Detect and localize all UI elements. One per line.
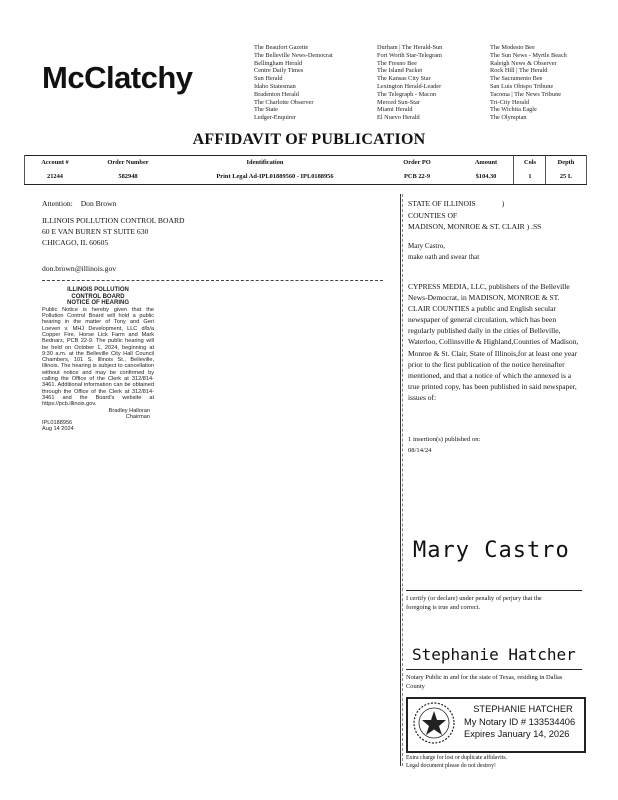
stamp-text bbox=[464, 703, 582, 741]
col-header-order-po: Order PO bbox=[403, 159, 431, 166]
newspaper-name: The State bbox=[254, 106, 278, 114]
newspaper-name: Tacoma | The News Tribune bbox=[490, 90, 562, 98]
newspaper-name: The Beaufort Gazette bbox=[254, 44, 309, 51]
newspaper-name: The Kansas City Star bbox=[377, 75, 431, 83]
footer-notes bbox=[406, 754, 507, 770]
newspaper-name: The Modesto Bee bbox=[490, 44, 535, 51]
stamp-id: My Notary ID # 133534406 bbox=[464, 716, 576, 727]
newspaper-name: The Wichita Eagle bbox=[490, 106, 537, 114]
notice-signer-title: Chairman bbox=[125, 413, 150, 420]
newspaper-name: Durham | The Herald-Sun bbox=[377, 44, 443, 51]
newspaper-name: The Belleville News-Democrat bbox=[254, 51, 333, 59]
stamp-expiry: Expires January 14, 2026 bbox=[464, 729, 570, 739]
newspaper-name: San Luis Obispo Tribune bbox=[490, 82, 554, 90]
notice-body: Public Notice is hereby given that the Pollution Control Board will hold a public hearing in the matter of Tony and Geri Loeven v. MHJ Development, LLC d/b/a Copper Fire, Horse Lick Farm and Mark Bednarz, PCB 22-9. The public hearing will be held on October 1, 2024, beginning at 9:30 a.m. at the Belleville City Hall Council Chambers, 101 S. Illinois St., Belleville, Illinois. The hearing is subject to cancellation without notice and may be confirmed by calling the Office of the Clerk at 312/814-3461. Additional information can be obtained through the Office of the Clerk at 312/814-3461 and the Board's website at https://pcb.illinois.gov. bbox=[42, 306, 154, 408]
newspaper-list-col2 bbox=[377, 44, 442, 122]
newspaper-name: Sun Herald bbox=[254, 75, 283, 83]
counties-names: MADISON, MONROE & ST. CLAIR ) .SS bbox=[408, 222, 542, 231]
signature-line bbox=[406, 590, 582, 591]
notary-seal-icon bbox=[412, 701, 456, 745]
newspaper-name: Fort Worth Star-Telegram bbox=[377, 51, 442, 59]
insertion-block bbox=[408, 434, 480, 456]
address-block bbox=[42, 215, 185, 248]
cell-cols: 1 bbox=[528, 173, 532, 180]
table-border-left bbox=[24, 155, 25, 184]
newspaper-name: The Telegraph - Macon bbox=[377, 90, 437, 98]
mcclatchy-logo: McClatchy bbox=[42, 60, 193, 95]
table-divider-depth bbox=[545, 155, 546, 184]
notice-separator bbox=[42, 280, 383, 281]
notice-ref: IPL0188956 bbox=[42, 420, 73, 427]
cell-depth: 25 L bbox=[559, 173, 573, 180]
newspaper-name: The Charlotte Observer bbox=[254, 98, 314, 106]
cell-order-po: PCB 22-9 bbox=[403, 173, 431, 180]
col-header-cols: Cols bbox=[523, 159, 537, 166]
cell-identification: Print Legal Ad-IPL01889560 - IPL0188956 bbox=[216, 173, 334, 180]
publication-date: 08/14/24 bbox=[408, 447, 432, 454]
newspaper-name: The Fresno Bee bbox=[377, 59, 417, 67]
col-header-order-number: Order Number bbox=[107, 159, 149, 166]
address-line: CHICAGO, IL 60605 bbox=[42, 238, 109, 247]
notary-text: Notary Public in and for the state of Texas, residing in Dallas County bbox=[406, 674, 563, 690]
newspaper-name: The Sacramento Bee bbox=[490, 75, 543, 83]
notice-heading-line: NOTICE OF HEARING bbox=[66, 300, 129, 307]
newspaper-name: Raleigh News & Observer bbox=[490, 59, 557, 67]
attention-line bbox=[42, 198, 116, 209]
affiant-name: Mary Castro, bbox=[408, 242, 445, 250]
table-bottom-rule bbox=[24, 184, 587, 185]
notice-heading-line: CONTROL BOARD bbox=[71, 293, 125, 300]
affiant-block bbox=[408, 241, 479, 263]
notice-heading-line: ILLINOIS POLLUTION bbox=[67, 287, 129, 293]
footer-line: Extra charge for lost or duplicate affidavits. bbox=[406, 755, 508, 761]
cell-amount: $104.30 bbox=[475, 173, 497, 180]
newspaper-name: Miami Herald bbox=[377, 106, 413, 114]
table-divider-cols bbox=[513, 155, 514, 184]
newspaper-name: Rock Hill | The Herald bbox=[490, 67, 548, 75]
notice-date: Aug 14 2024 bbox=[42, 426, 74, 433]
address-line: ILLINOIS POLLUTION CONTROL BOARD bbox=[42, 216, 185, 225]
center-divider bbox=[400, 194, 401, 766]
state-block bbox=[408, 198, 541, 233]
notary-signature-line bbox=[406, 669, 582, 670]
newspaper-list-col3 bbox=[490, 44, 567, 122]
insertions-line: 1 insertion(s) published on: bbox=[408, 436, 481, 443]
notice-signer: Bradley Halloran bbox=[108, 407, 150, 414]
newspaper-name: Lexington Herald-Leader bbox=[377, 82, 442, 90]
newspaper-name: Bradenton Herald bbox=[254, 90, 299, 98]
newspaper-name: Bellingham Herald bbox=[254, 59, 303, 67]
newspaper-name: Idaho Statesman bbox=[254, 82, 296, 90]
newspaper-name: Centre Daily Times bbox=[254, 67, 304, 75]
table-top-rule bbox=[24, 155, 587, 156]
newspaper-name: Tri-City Herald bbox=[490, 98, 530, 106]
newspaper-name: El Nuevo Herald bbox=[377, 114, 420, 122]
footer-line: Legal document please do not destroy! bbox=[406, 763, 496, 769]
document-title: AFFIDAVIT OF PUBLICATION bbox=[192, 131, 426, 148]
newspaper-list-col1 bbox=[254, 44, 333, 122]
center-divider-dashed bbox=[402, 194, 403, 766]
attention-name: Don Brown bbox=[80, 199, 117, 208]
notary-signature: Stephanie Hatcher bbox=[412, 645, 576, 664]
legal-notice bbox=[42, 287, 154, 433]
newspaper-name: The Island Packet bbox=[377, 67, 423, 75]
certify-text: I certify (or declare) under penalty of perjury that the foregoing is true and correct. bbox=[406, 595, 542, 611]
counties-line: COUNTIES OF bbox=[408, 210, 458, 220]
attention-label: Attention: bbox=[42, 199, 73, 208]
oath-line: make oath and swear that bbox=[408, 253, 480, 261]
cell-account: 21244 bbox=[47, 173, 63, 180]
col-header-depth: Depth bbox=[557, 159, 575, 166]
newspaper-name: The Olympian bbox=[490, 114, 527, 122]
address-line: 60 E VAN BUREN ST SUITE 630 bbox=[42, 227, 149, 236]
stamp-name: STEPHANIE HATCHER bbox=[473, 704, 573, 714]
table-border-right bbox=[586, 155, 587, 184]
cell-order-number: 582948 bbox=[118, 173, 138, 180]
affiant-signature: Mary Castro bbox=[413, 538, 570, 563]
newspaper-name: Ledger-Enquirer bbox=[254, 114, 296, 122]
email: don.brown@illinois.gov bbox=[42, 264, 117, 273]
affidavit-body: CYPRESS MEDIA, LLC, publishers of the Belleville News-Democrat, in MADISON, MONROE & ST. CLAIR COUNTIES a public and English secular newspaper of general circulation, which has been regularly published daily in the cities of Belleville, Waterloo, Collinsville & Highland,Counties of Madison, Monroe & St. Clair, State of Illinois,for at least one year prior to the first publication of the notice hereinafter mentioned, and that a notice of which the annexed is a true printed copy, has been published in said newspaper, issues of: bbox=[408, 282, 579, 402]
newspaper-name: The Sun News - Myrtle Beach bbox=[490, 51, 567, 59]
col-header-account: Account # bbox=[41, 159, 69, 166]
state-line: STATE OF ILLINOIS ) bbox=[408, 199, 505, 208]
newspaper-name: Merced Sun-Star bbox=[377, 98, 420, 106]
col-header-identification: Identification bbox=[246, 159, 284, 166]
col-header-amount: Amount bbox=[474, 159, 498, 166]
